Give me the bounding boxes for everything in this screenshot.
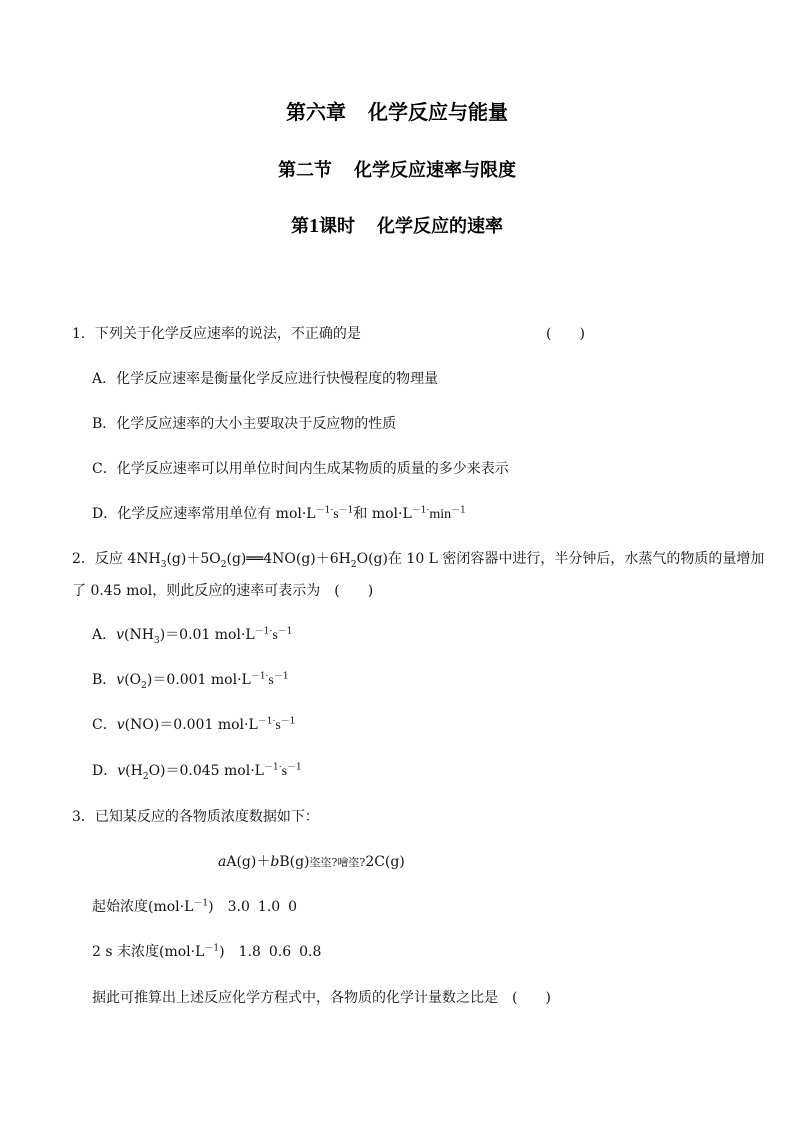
q3-final-row: 2 s 末浓度$(mol\cdot L^{-1})$ 1.8 0.6 0.8 xyxy=(92,943,322,960)
q2-option-b: B．$v(O_2)=0.001$ $mol\cdot L^{-1\cdot}s^{-1}$ xyxy=(92,671,289,691)
q1-answer-paren: ( ) xyxy=(546,326,585,342)
section-label: 第二节 xyxy=(278,160,332,181)
section-heading xyxy=(0,156,794,182)
lesson-title: 化学反应的速率 xyxy=(377,216,503,237)
q2-answer-paren: ( ) xyxy=(334,583,374,599)
chapter-heading xyxy=(0,96,794,125)
section-title: 化学反应速率与限度 xyxy=(354,160,516,181)
reversible-arrow: 垐垐?噲垐? xyxy=(309,856,366,869)
q2-option-d: D．$v(H_2O)=0.045$ $mol\cdot L^{-1\cdot}s^{-1}$ xyxy=(92,762,302,782)
q2-stem-line2: 了 0.45 mol，则此反应的速率可表示为 ( ) xyxy=(72,583,374,599)
q1-stem: 1．下列关于化学反应速率的说法，不正确的是 xyxy=(72,326,361,342)
q2-stem-line1: 2．反应 $4NH_3(g)+5O_2(g)══4NO(g)+6H_2O(g)$在 10 L 密闭容器中进行，半分钟后，水蒸气的物质的量增加 xyxy=(72,551,765,570)
lesson-heading: 第1课时 化学反应的速率 xyxy=(291,215,503,237)
q1-option-b: B．化学反应速率的大小主要取决于反应物的性质 xyxy=(92,416,397,432)
q2-option-a: A．$v(NH_3)=0.01$ $mol\cdot L^{-1\cdot}s^{-1}$ xyxy=(92,626,293,646)
q3-question: 据此可推算出上述反应化学方程式中，各物质的化学计量数之比是 ( ) xyxy=(92,990,551,1006)
q1-option-a: A．化学反应速率是衡量化学反应进行快慢程度的物理量 xyxy=(92,371,439,387)
chapter-title: 化学反应与能量 xyxy=(368,100,508,124)
q3-initial-row: 起始浓度$(mol\cdot L^{-1})$ 3.0 1.0 0 xyxy=(92,898,298,915)
q2-option-c: C．v(NO)＝0.001 $mol\cdot L^{-1\cdot}s^{-1}$ xyxy=(92,716,296,733)
q1-option-c: C．化学反应速率可以用单位时间内生成某物质的质量的多少来表示 xyxy=(92,461,509,477)
q3-equation: aA(g)＋bB(g)垐垐?噲垐?2C(g) xyxy=(218,854,405,870)
q1-option-d: D．化学反应速率常用单位有 $mol\cdot L^{-1\cdot}s^{-1}$和 $mol\cdot L^{-1\cdot}\min^{-1}$ xyxy=(92,505,466,522)
q3-stem: 3．已知某反应的各物质浓度数据如下： xyxy=(72,809,319,825)
chapter-label: 第六章 xyxy=(286,100,346,124)
lesson-number: 1 xyxy=(309,215,319,237)
q3-answer-paren: ( ) xyxy=(512,990,551,1006)
